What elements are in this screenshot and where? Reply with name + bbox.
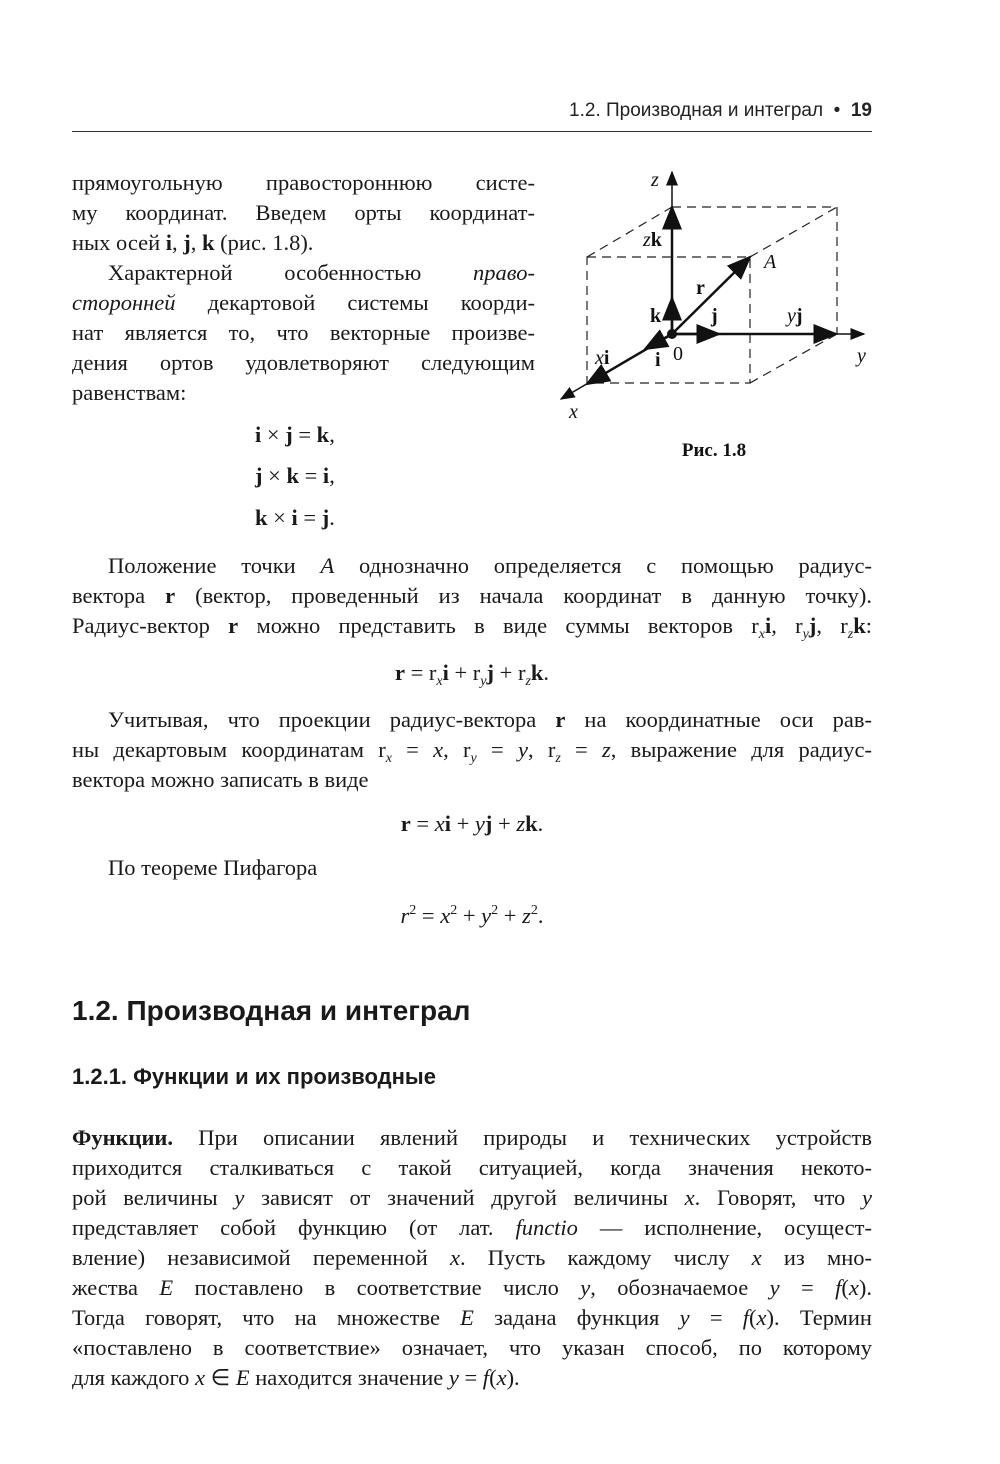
text-run: i: [322, 463, 330, 488]
running-header-title: 1.2. Производная и интеграл: [569, 100, 824, 121]
text-run: (: [489, 1365, 497, 1390]
text-run: сторонней: [72, 290, 176, 315]
text-run: k: [530, 660, 544, 685]
text-run: (: [749, 1305, 757, 1330]
yj-label: yj: [787, 305, 803, 327]
text-run: Учитывая, что проекции радиус-вектора: [108, 707, 556, 732]
text-line: [72, 611, 872, 641]
text-run: право-: [473, 260, 535, 285]
text-run: приходится сталкиваться с такой ситуацией, когда значения некото-: [72, 1155, 872, 1180]
text-run: i: [442, 660, 449, 685]
text-run: x: [449, 1245, 460, 1270]
text-run: ∈: [205, 1365, 236, 1390]
text-run: По теореме Пифагора: [108, 855, 318, 880]
text-run: x: [496, 1365, 507, 1390]
text-run: . Говорят, что: [694, 1185, 862, 1210]
i-label: i: [655, 349, 661, 371]
text-line: [72, 581, 872, 611]
text-run: i: [764, 613, 772, 638]
text-run: y: [580, 1275, 591, 1300]
text-line: [72, 1213, 872, 1243]
text-line: [72, 1243, 872, 1273]
text-run: ,: [329, 463, 335, 488]
text-run: +: [498, 903, 523, 928]
formula-line: [72, 896, 872, 926]
text-run: — исполнение, осущест-: [577, 1215, 872, 1240]
text-run: поставлено в соответствие число: [173, 1275, 581, 1300]
text-run: z: [522, 903, 531, 928]
text-run: y: [474, 811, 485, 836]
text-run: , выражение для радиус-: [610, 737, 872, 762]
text-run: ).: [506, 1365, 520, 1390]
text-run: 2: [491, 903, 499, 918]
text-run: .: [537, 903, 544, 928]
text-run: равенствам:: [72, 380, 187, 405]
text-run: f: [742, 1305, 750, 1330]
text-line: [72, 735, 872, 765]
text-line: [108, 853, 872, 883]
text-run: , r: [443, 737, 471, 762]
text-run: z: [525, 674, 531, 689]
text-run: вектора можно записать в виде: [72, 767, 369, 792]
text-line: [72, 198, 535, 228]
origin-label: 0: [673, 343, 683, 365]
text-run: A: [320, 553, 335, 578]
formula-line: [72, 658, 872, 688]
text-run: x: [684, 1185, 695, 1210]
text-run: из мно-: [761, 1245, 872, 1270]
text-run: j: [808, 613, 817, 638]
text-run: му координат. Введем орты координат-: [72, 200, 535, 225]
text-run: i: [255, 422, 262, 447]
text-run: =: [292, 422, 317, 447]
text-run: Тогда говорят, что на множестве: [72, 1305, 461, 1330]
r-label: r: [696, 277, 705, 299]
text-run: k: [286, 463, 299, 488]
xi-label: xi: [595, 347, 610, 369]
text-line: [72, 765, 872, 795]
text-line: [72, 1153, 872, 1183]
text-run: y: [679, 1305, 690, 1330]
text-run: =: [560, 737, 603, 762]
text-run: E: [235, 1365, 250, 1390]
text-run: зависят от значений другой величины: [244, 1185, 685, 1210]
text-run: ных осей: [72, 230, 166, 255]
text-line: [108, 705, 872, 735]
text-run: Характерной особенностью: [108, 260, 474, 285]
text-run: можно представить в виде суммы векторов r: [238, 613, 759, 638]
text-run: y: [862, 1185, 872, 1210]
text-run: y: [517, 737, 528, 762]
text-run: =: [416, 903, 441, 928]
text-run: = r: [404, 660, 437, 685]
text-run: x: [848, 1275, 859, 1300]
y-label: y: [857, 345, 866, 367]
text-line: [72, 228, 535, 258]
text-run: =: [410, 811, 435, 836]
text-run: вление) независимой переменной: [72, 1245, 450, 1270]
figure-caption: Рис. 1.8: [681, 440, 747, 461]
text-run: k: [255, 505, 268, 530]
text-run: ×: [262, 463, 287, 488]
text-run: j: [285, 422, 293, 447]
text-run: =: [458, 1365, 483, 1390]
text-run: + r: [448, 660, 481, 685]
text-run: + r: [494, 660, 526, 685]
text-run: k: [202, 230, 215, 255]
text-run: ×: [261, 422, 286, 447]
text-run: жества: [72, 1275, 160, 1300]
text-run: =: [298, 463, 323, 488]
text-run: r: [165, 583, 176, 608]
text-line: [108, 551, 872, 581]
text-run: ны декартовым координатам r: [72, 737, 386, 762]
text-run: k: [853, 613, 866, 638]
text-run: =: [779, 1275, 836, 1300]
text-run: , r: [771, 613, 803, 638]
subsection-heading: 1.2.1. Функции и их производные: [72, 1064, 436, 1089]
text-run: 2: [409, 903, 417, 918]
text-run: ,: [329, 422, 335, 447]
text-run: i: [165, 230, 173, 255]
text-run: j: [484, 811, 493, 836]
text-run: x: [756, 1305, 767, 1330]
text-run: x: [433, 737, 444, 762]
text-run: x: [434, 811, 445, 836]
text-run: r: [394, 660, 405, 685]
text-run: «поставлено в соответствие» означает, что указан способ, по которому: [72, 1335, 872, 1360]
text-line: [72, 318, 535, 348]
text-run: y: [480, 674, 487, 689]
text-run: .: [537, 811, 544, 836]
text-run: r: [555, 707, 566, 732]
bullet: •: [833, 100, 841, 121]
text-line: [72, 378, 535, 408]
text-run: ,: [190, 230, 203, 255]
text-run: ,: [172, 230, 184, 255]
text-run: y: [448, 1365, 459, 1390]
text-run: =: [391, 737, 434, 762]
text-run: :: [865, 613, 873, 638]
x-label: x: [569, 401, 578, 423]
text-run: =: [476, 737, 518, 762]
text-run: z: [602, 737, 611, 762]
text-line: [72, 288, 535, 318]
text-run: =: [297, 505, 322, 530]
zk-label: zk: [643, 229, 662, 251]
text-run: z: [516, 811, 526, 836]
text-run: задана функция: [473, 1305, 680, 1330]
text-run: z: [555, 751, 561, 766]
text-run: +: [450, 811, 475, 836]
text-run: Радиус-вектор: [72, 613, 229, 638]
text-line: [72, 1303, 872, 1333]
text-line: [72, 1273, 872, 1303]
origin-dot: [667, 329, 677, 339]
section-heading: 1.2. Производная и интеграл: [72, 995, 471, 1026]
text-run: ). Термин: [766, 1305, 872, 1330]
text-run: однозначно определяется с помощью радиус-: [334, 553, 873, 578]
text-run: y: [470, 751, 477, 766]
text-run: f: [835, 1275, 842, 1300]
text-run: functio: [515, 1215, 578, 1240]
text-run: +: [457, 903, 482, 928]
text-run: нат является то, что векторные произве-: [72, 320, 535, 345]
text-run: r: [400, 811, 411, 836]
text-run: y: [234, 1185, 245, 1210]
text-run: E: [159, 1275, 174, 1300]
text-run: рой величины: [72, 1185, 235, 1210]
text-line: [72, 1183, 872, 1213]
text-run: =: [689, 1305, 743, 1330]
text-run: Положение точки: [108, 553, 321, 578]
text-run: i: [444, 811, 451, 836]
text-run: z: [847, 627, 854, 642]
text-run: j: [321, 505, 330, 530]
text-run: y: [481, 903, 492, 928]
A-label: A: [764, 251, 777, 273]
text-run: k: [525, 811, 538, 836]
text-run: i: [291, 505, 298, 530]
text-run: .: [329, 505, 335, 530]
text-run: x: [385, 751, 392, 766]
formula-line: [72, 809, 872, 839]
text-run: x: [751, 1245, 762, 1270]
text-run: x: [440, 903, 451, 928]
text-run: , r: [816, 613, 848, 638]
text-line: [72, 348, 535, 378]
text-line: [72, 1333, 872, 1363]
text-run: дения ортов удовлетворяют следующим: [72, 350, 535, 375]
text-run: E: [460, 1305, 474, 1330]
text-run: k: [316, 422, 330, 447]
j-label: j: [711, 305, 718, 327]
text-run: вектора: [72, 583, 166, 608]
text-run: представляет собой функцию (от лат.: [72, 1215, 516, 1240]
text-run: , обозначаемое: [590, 1275, 770, 1300]
text-run: .: [543, 660, 550, 685]
text-run: j: [486, 660, 495, 685]
z-label: z: [651, 169, 659, 191]
text-line: [72, 1363, 872, 1393]
text-run: на координатные оси рав-: [565, 707, 873, 732]
text-run: +: [492, 811, 517, 836]
text-run: прямоугольную правостороннюю систе-: [72, 170, 535, 195]
text-run: x: [195, 1365, 206, 1390]
text-run: , r: [527, 737, 556, 762]
text-line: [72, 168, 535, 198]
text-run: 2: [450, 903, 458, 918]
text-run: ×: [267, 505, 292, 530]
text-line: [72, 1123, 872, 1153]
text-run: (рис. 1.8).: [214, 230, 314, 255]
k-label: k: [650, 305, 662, 327]
text-run: x: [758, 627, 765, 642]
text-run: 2: [530, 903, 538, 918]
text-run: f: [482, 1365, 490, 1390]
formula-line: [255, 420, 455, 450]
text-line: [108, 258, 535, 288]
text-run: находится значение: [249, 1365, 449, 1390]
text-run: При описании явлений природы и технических устройств: [173, 1125, 872, 1150]
text-run: . Пусть каждому числу: [459, 1245, 752, 1270]
formula-line: [255, 503, 455, 533]
formula-line: [255, 461, 455, 491]
page-number: 19: [850, 100, 872, 121]
text-run: j: [183, 230, 191, 255]
text-run: (вектор, проведенный из начала координат в данную точку).: [175, 583, 872, 608]
text-run: ).: [858, 1275, 872, 1300]
text-run: r: [228, 613, 239, 638]
text-run: для каждого: [72, 1365, 196, 1390]
text-run: y: [802, 627, 809, 642]
text-run: j: [255, 463, 263, 488]
text-run: (: [841, 1275, 849, 1300]
text-run: y: [769, 1275, 780, 1300]
text-run: x: [436, 674, 443, 689]
text-run: r: [400, 903, 410, 928]
text-run: декартовой системы коорди-: [175, 290, 535, 315]
text-run: Функции.: [72, 1125, 174, 1150]
